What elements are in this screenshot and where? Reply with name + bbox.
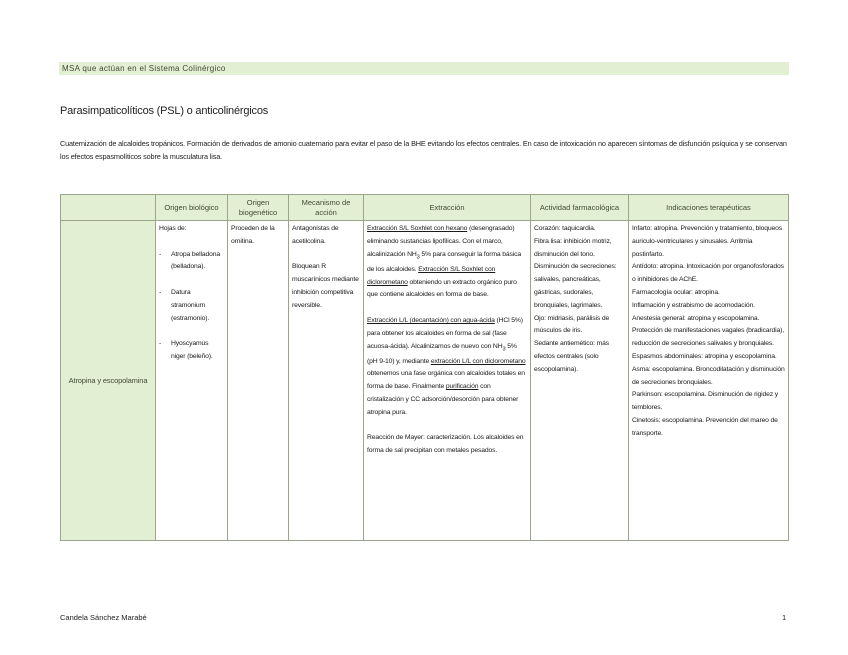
subscript: 3 (502, 345, 506, 352)
text-underlined: Extracción S/L Soxhlet con diclorometano (367, 265, 496, 286)
text-run: 5% (pH 9-10) y, mediante (367, 342, 517, 365)
indicacion-item: Inflamación y estrabismo de acomodación. (632, 301, 755, 309)
header-origen-biogenetico: Origen biogenético (228, 195, 289, 221)
list-item (159, 338, 224, 364)
indicacion-item: Espasmos abdominales: atropina y escopolamina. (632, 352, 777, 360)
actividad-item: Sedante antiemético: más efectos centrales (solo escopolamina). (534, 340, 609, 373)
extraccion-block-1 (367, 223, 527, 302)
cell-origen-biologico (156, 221, 228, 541)
indicacion-item: Infarto: atropina. Prevención y tratamiento, bloqueos auriculo-ventriculares y sinusales. Arritmia postinfarto. (632, 225, 782, 258)
list-dash: - (159, 250, 162, 258)
extraccion-block-2 (367, 315, 527, 420)
text-run: 5% para conseguir la forma básica de los alcaloides. (367, 250, 522, 273)
table-header-row (61, 195, 789, 221)
text-underlined: purificación (445, 383, 479, 391)
list-text: Datura stramonium (estramonio). (171, 288, 210, 322)
text-underlined: extracción L/L con diclorometano (430, 357, 526, 365)
actividad-item: Corazón: taquicardia. (534, 225, 596, 232)
text-run: con cristalización y CC adsorción/desorción para obtener atropina pura. (367, 383, 519, 416)
drug-table (60, 194, 789, 541)
text-run: obteniendo un extracto orgánico puro que contiene alcaloides en forma de base. (367, 278, 517, 299)
cell-mecanismo (289, 221, 364, 541)
footer-author: Candela Sánchez Marabé (60, 613, 147, 622)
subscript: 3 (416, 253, 420, 260)
text-run: (desengrasado) eliminando sustancias lipofílicas. Con el marco, alcalinización NH (367, 225, 515, 258)
list-dash: - (159, 340, 162, 348)
list-text: Atropa belladona (belladona). (171, 250, 220, 271)
indicacion-item: Farmacología ocular: atropina. (632, 288, 720, 296)
actividad-item: Disminución de secreciones: salivales, pancreáticas, gástricas, sudorales, bronquiales, lagrimales. (534, 263, 617, 309)
header-origen-biologico: Origen biológico (156, 195, 228, 221)
list-item (159, 287, 224, 325)
header-empty-cell (61, 195, 156, 221)
document-header-banner: MSA que actúan en el Sistema Colinérgico (59, 62, 789, 75)
list-item (159, 249, 224, 275)
text-underlined: Extracción S/L Soxhlet con hexano (367, 225, 468, 232)
section-title: Parasimpaticolíticos (PSL) o anticolinérgicos (60, 105, 269, 117)
cell-actividad (531, 221, 629, 541)
text-underlined: Extracción L/L (decantación) con agua-ácida (367, 316, 495, 324)
origen-intro: Hojas de: (159, 225, 187, 232)
list-text: Hyoscyamus niger (beleño). (171, 340, 213, 360)
header-actividad: Actividad farmacológica (531, 195, 629, 221)
text-run: obtenemos una fase orgánica con alcaloides totales en forma de base. Finalmente (367, 370, 525, 391)
indicacion-item: Asma: escopolamina. Broncodilatación y disminución de secreciones bronquiales. (632, 365, 785, 386)
header-mecanismo: Mecanismo de acción (289, 195, 364, 221)
mecanismo-p2: Bloquean R muscarínicos mediante inhibición competitiva reversible. (292, 263, 359, 309)
indicacion-item: Antídoto: atropina. Intoxicación por organofosforados o inhibidores de AChE. (632, 263, 784, 284)
cell-origen-biogenetico: Proceden de la ornitina. (228, 221, 289, 541)
list-dash: - (159, 288, 162, 296)
intro-paragraph: Cuaternización de alcaloides tropánicos. Formación de derivados de amonio cuaternario para evitar el paso de la BHE evitando los efectos centrales. En caso de intoxicación no aparecen síntomas de disfunción psíquica y se conservan los efectos espasmolíticos sobre la musculatura lisa. (60, 139, 787, 161)
header-extraccion: Extracción (364, 195, 531, 221)
actividad-item: Ojo: midriasis, parálisis de músculos de iris. (534, 314, 610, 335)
mecanismo-p1: Antagonistas de acetilcolina. (292, 225, 339, 245)
cell-extraccion (364, 221, 531, 541)
indicacion-item: Parkinson: escopolamina. Disminución de rigidez y temblores. (632, 391, 779, 412)
extraccion-block-3: Reacción de Mayer: caracterización. Los alcaloides en forma de sal precipitan con metales pesados. (367, 434, 524, 455)
header-indicaciones: Indicaciones terapéuticas (629, 195, 789, 221)
row-label: Atropina y escopolamina (61, 221, 156, 541)
indicacion-item: Cinetosis: escopolamina. Prevención del mareo de transporte. (632, 416, 778, 437)
actividad-item: Fibra lisa: inhibición motriz, disminución del tono. (534, 237, 612, 258)
indicacion-item: Anestesia general: atropina y escopolamina. Protección de manifestaciones vagales (bradicardia), reducción de secreciones salivales y bronquiales. (632, 314, 785, 348)
cell-indicaciones (629, 221, 789, 541)
table-row (61, 221, 789, 541)
page-number: 1 (782, 613, 787, 622)
text-run: (HCl 5%) para obtener los alcaloides en forma de sal (fase acuosa-ácida). Alcalinizamos de nuevo con NH (367, 316, 523, 350)
